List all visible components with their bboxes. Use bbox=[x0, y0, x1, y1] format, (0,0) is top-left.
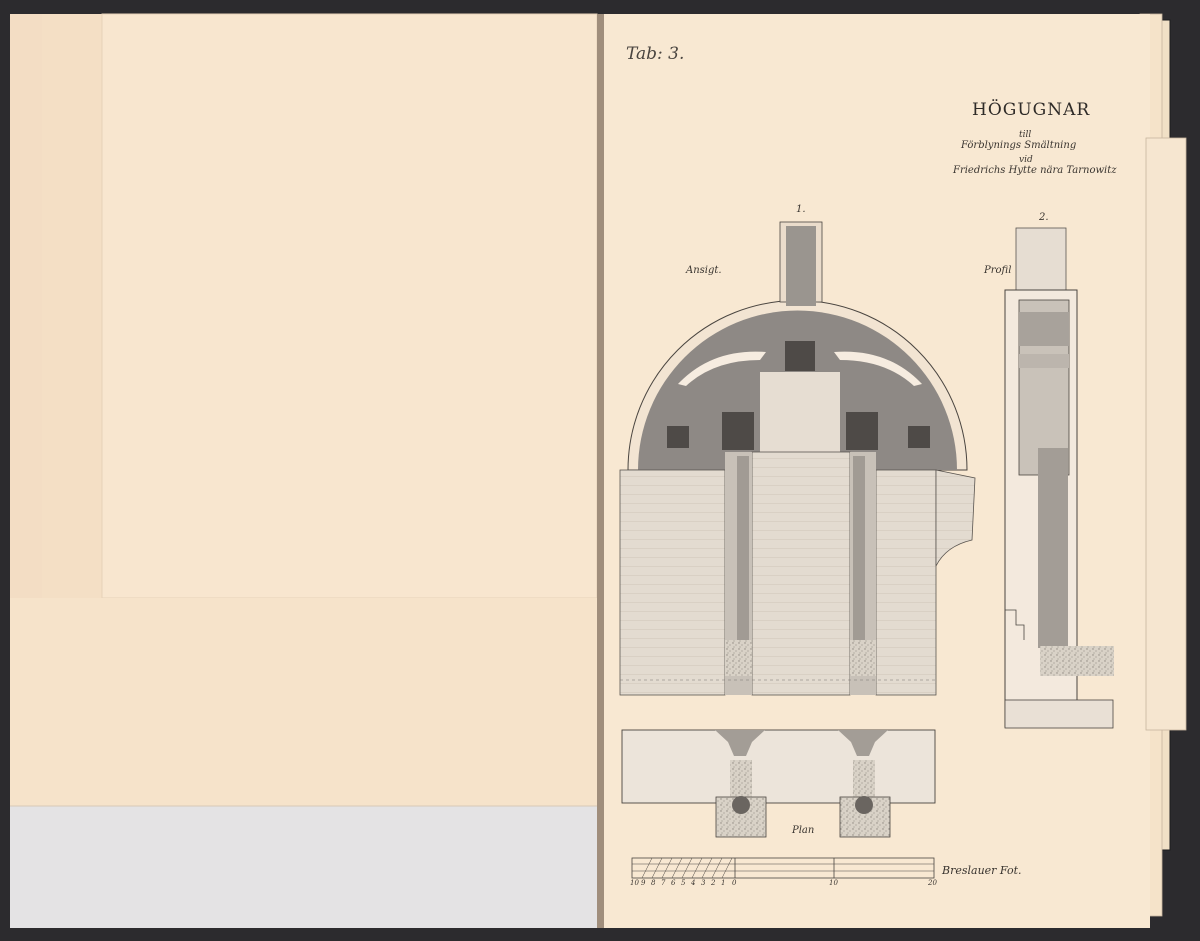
scale-tick: 6 bbox=[671, 879, 676, 887]
fig2-caption: Profil bbox=[984, 265, 1012, 276]
left-page bbox=[10, 14, 607, 928]
plate-subtitle-location: Friedrichs Hytte nära Tarnowitz bbox=[953, 165, 1117, 176]
plate-subtitle-vid: vid bbox=[1019, 155, 1033, 165]
scale-tick: 0 bbox=[732, 879, 737, 887]
plate-title: HÖGUGNAR bbox=[972, 100, 1091, 120]
scale-tick: 4 bbox=[691, 879, 696, 887]
scale-tick: 8 bbox=[651, 879, 656, 887]
plate-number: Tab: 3. bbox=[626, 44, 685, 64]
scale-tick: 20 bbox=[928, 879, 937, 887]
scale-tick: 1 bbox=[721, 879, 726, 887]
plan-caption: Plan bbox=[792, 825, 815, 836]
fig2-number: 2. bbox=[1039, 212, 1049, 223]
scale-tick: 7 bbox=[661, 879, 666, 887]
scale-tick: 10 bbox=[829, 879, 838, 887]
fig1-caption: Ansigt. bbox=[686, 265, 722, 276]
scale-tick: 5 bbox=[681, 879, 686, 887]
scale-tick: 3 bbox=[701, 879, 706, 887]
scale-unit-label: Breslauer Fot. bbox=[942, 864, 1022, 877]
scale-tick: 9 bbox=[641, 879, 646, 887]
fig1-number: 1. bbox=[796, 204, 806, 215]
scale-tick: 10 bbox=[630, 879, 639, 887]
plate-subtitle-process: Förblynings Smältning bbox=[961, 140, 1077, 151]
scale-tick: 2 bbox=[711, 879, 716, 887]
plate-subtitle-till: till bbox=[1019, 130, 1032, 140]
